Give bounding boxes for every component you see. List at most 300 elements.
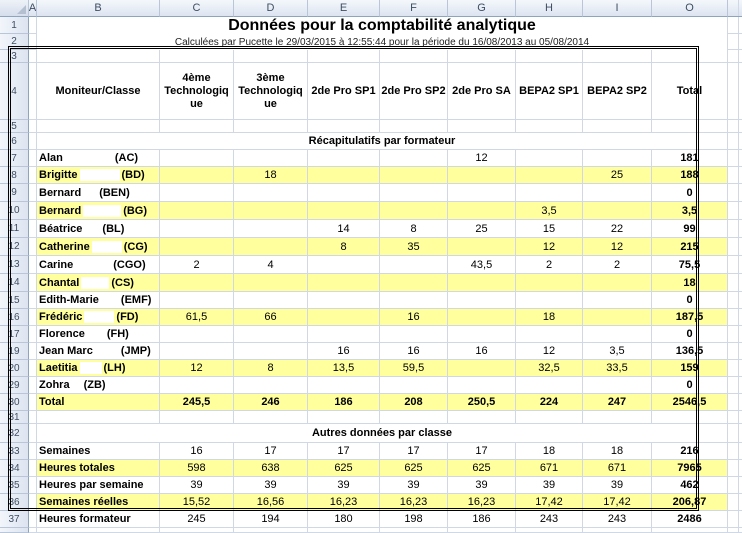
cell-G13[interactable]: 43,5 [448,256,516,274]
cell-C35[interactable]: 39 [160,477,234,494]
row-header-7[interactable]: 7 [0,150,29,167]
cell-I13[interactable]: 2 [583,256,652,274]
col-header-D[interactable]: D [234,0,308,17]
row-header-6[interactable]: 6 [0,133,29,150]
cell-H9[interactable] [516,184,583,202]
col-title-I[interactable]: BEPA2 SP2 [583,63,652,120]
cell-B12[interactable] [37,238,160,256]
cell-H7[interactable] [516,150,583,167]
cell-O16[interactable]: 187,5 [652,309,728,326]
row-header-2[interactable]: 2 [0,34,29,50]
row-header-14[interactable]: 14 [0,274,29,292]
cell-G5[interactable] [448,120,516,133]
cell-D33[interactable]: 17 [234,443,308,460]
cell-A11[interactable] [29,220,37,238]
cell-I9[interactable] [583,184,652,202]
cell-D36[interactable]: 16,56 [234,494,308,511]
row-header-12[interactable]: 12 [0,238,29,256]
formateur-code: (AC) [114,152,139,164]
row-header-20[interactable]: 20 [0,360,29,377]
cell-H33[interactable]: 18 [516,443,583,460]
cell-D3[interactable] [234,50,308,63]
cell-A13[interactable] [29,256,37,274]
cell-H15[interactable] [516,292,583,309]
cell-B13[interactable] [37,256,160,274]
row-header-34[interactable]: 34 [0,460,29,477]
cell-F8[interactable] [380,167,448,184]
cell-A4[interactable] [29,63,37,120]
cell-H12[interactable]: 12 [516,238,583,256]
cell-H31[interactable] [516,411,583,424]
cell-O13[interactable]: 75,5 [652,256,728,274]
cell-G11[interactable]: 25 [448,220,516,238]
cell-I29[interactable] [583,377,652,394]
row-14 [29,274,742,292]
cell-I14[interactable] [583,274,652,292]
cell-C8[interactable] [160,167,234,184]
cell-C16[interactable]: 61,5 [160,309,234,326]
cell-A35[interactable] [29,477,37,494]
cell-F30[interactable]: 208 [380,394,448,411]
cell-D13[interactable]: 4 [234,256,308,274]
col-header-C[interactable]: C [160,0,234,17]
col-title-E[interactable]: 2de Pro SP1 [308,63,380,120]
cell-A7[interactable] [29,150,37,167]
cell-I15[interactable] [583,292,652,309]
cell-O37[interactable]: 2486 [652,511,728,528]
cell-A6[interactable] [29,133,37,150]
col-title-H[interactable]: BEPA2 SP1 [516,63,583,120]
col-header-G[interactable]: G [448,0,516,17]
cell-O35[interactable]: 462 [652,477,728,494]
cell-B7[interactable] [37,150,160,167]
cell-A-partial[interactable] [29,528,37,533]
cell-O30[interactable]: 2546,5 [652,394,728,411]
cell-C31[interactable] [160,411,234,424]
cell-F34[interactable]: 625 [380,460,448,477]
cell-E37[interactable]: 180 [308,511,380,528]
formateur-first-name: Zohra [39,379,70,391]
cell-B35[interactable]: Heures par semaine [37,477,160,494]
cell-I11[interactable]: 22 [583,220,652,238]
cell-overflow [728,17,742,34]
row-header-1[interactable]: 1 [0,17,29,34]
col-header-F[interactable]: F [380,0,448,17]
cell-I16[interactable] [583,309,652,326]
cell-I33[interactable]: 18 [583,443,652,460]
cell-B10[interactable] [37,202,160,220]
row-36 [29,494,742,511]
cell-G10[interactable] [448,202,516,220]
cell-D14[interactable] [234,274,308,292]
cell-A16[interactable] [29,309,37,326]
col-title-D[interactable]: 3ème Technologique [234,63,308,120]
redacted-name [101,294,119,306]
cell-G12[interactable] [448,238,516,256]
col-header-O[interactable]: O [652,0,728,17]
cell-B16[interactable] [37,309,160,326]
cell-A2[interactable] [29,34,37,50]
cell-G37[interactable]: 186 [448,511,516,528]
cell-F20[interactable]: 59,5 [380,360,448,377]
col-title-G[interactable]: 2de Pro SA [448,63,516,120]
cell-A32[interactable] [29,424,37,443]
cell-O31[interactable] [652,411,728,424]
cell-E10[interactable] [308,202,380,220]
cell-C33[interactable]: 16 [160,443,234,460]
cell-A33[interactable] [29,443,37,460]
cell-A29[interactable] [29,377,37,394]
cell-E17[interactable] [308,326,380,343]
row-header-32[interactable]: 32 [0,424,29,443]
cell-B17[interactable] [37,326,160,343]
col-header-B[interactable]: B [37,0,160,17]
cell-E36[interactable]: 16,23 [308,494,380,511]
row-header-3[interactable]: 3 [0,50,29,63]
cell-A8[interactable] [29,167,37,184]
cell-H8[interactable] [516,167,583,184]
cell-F33[interactable]: 17 [380,443,448,460]
merged-cell-row6[interactable]: Récapitulatifs par formateur [37,133,728,150]
cell-C19[interactable] [160,343,234,360]
cell-F9[interactable] [380,184,448,202]
cell-B14[interactable] [37,274,160,292]
cell-H16[interactable]: 18 [516,309,583,326]
cell-I36[interactable]: 17,42 [583,494,652,511]
cell-H10[interactable]: 3,5 [516,202,583,220]
cell-D16[interactable]: 66 [234,309,308,326]
cell-E12[interactable]: 8 [308,238,380,256]
cell-C36[interactable]: 15,52 [160,494,234,511]
cell-C17[interactable] [160,326,234,343]
row-header-13[interactable]: 13 [0,256,29,274]
cell-F29[interactable] [380,377,448,394]
cell-D37[interactable]: 194 [234,511,308,528]
cell-G34[interactable]: 625 [448,460,516,477]
cell-G19[interactable]: 16 [448,343,516,360]
cell-partial [308,528,380,533]
cell-G14[interactable] [448,274,516,292]
cell-H37[interactable]: 243 [516,511,583,528]
cell-D10[interactable] [234,202,308,220]
row-header-31[interactable]: 31 [0,411,29,424]
cell-H35[interactable]: 39 [516,477,583,494]
cell-O10[interactable]: 3,5 [652,202,728,220]
merged-cell-row2[interactable]: Calculées par Pucette le 29/03/2015 à 12:55:44 pour la période du 16/08/2013 au 05/08/2014 [37,34,728,50]
merged-cell-row32[interactable]: Autres données par classe [37,424,728,443]
cell-A10[interactable] [29,202,37,220]
row-header-15[interactable]: 15 [0,292,29,309]
cell-O34[interactable]: 7965 [652,460,728,477]
cell-I3[interactable] [583,50,652,63]
cell-H19[interactable]: 12 [516,343,583,360]
cell-C30[interactable]: 245,5 [160,394,234,411]
cell-B8[interactable] [37,167,160,184]
cell-F11[interactable]: 8 [380,220,448,238]
cell-A30[interactable] [29,394,37,411]
cell-E35[interactable]: 39 [308,477,380,494]
row-header-37[interactable]: 37 [0,511,29,528]
cell-D31[interactable] [234,411,308,424]
cell-D9[interactable] [234,184,308,202]
cell-I34[interactable]: 671 [583,460,652,477]
cell-F15[interactable] [380,292,448,309]
col-header-I[interactable]: I [583,0,652,17]
col-title-total[interactable]: Total [652,63,728,120]
row-header-8[interactable]: 8 [0,167,29,184]
cell-F17[interactable] [380,326,448,343]
cell-E13[interactable] [308,256,380,274]
cell-G9[interactable] [448,184,516,202]
cell-F7[interactable] [380,150,448,167]
cell-O7[interactable]: 181 [652,150,728,167]
cell-D19[interactable] [234,343,308,360]
cell-E31[interactable] [308,411,380,424]
cell-I35[interactable]: 39 [583,477,652,494]
cell-C3[interactable] [160,50,234,63]
cell-B36[interactable]: Semaines réelles [37,494,160,511]
col-header-A[interactable]: A [29,0,37,17]
cell-F37[interactable]: 198 [380,511,448,528]
row-header-5[interactable]: 5 [0,120,29,133]
cell-B30[interactable]: Total [37,394,160,411]
cell-D7[interactable] [234,150,308,167]
cell-I8[interactable]: 25 [583,167,652,184]
cell-F3[interactable] [380,50,448,63]
cell-G3[interactable] [448,50,516,63]
cell-H14[interactable] [516,274,583,292]
cell-A14[interactable] [29,274,37,292]
col-title-moniteur-classe[interactable]: Moniteur/Classe [37,63,160,120]
cell-F12[interactable]: 35 [380,238,448,256]
cell-O19[interactable]: 136,5 [652,343,728,360]
cell-C5[interactable] [160,120,234,133]
redacted-name [83,205,121,217]
cell-O36[interactable]: 206,87 [652,494,728,511]
row-header-17[interactable]: 17 [0,326,29,343]
cell-I19[interactable]: 3,5 [583,343,652,360]
cell-O3[interactable] [652,50,728,63]
cell-G36[interactable]: 16,23 [448,494,516,511]
cell-D12[interactable] [234,238,308,256]
cell-E16[interactable] [308,309,380,326]
cell-C34[interactable]: 598 [160,460,234,477]
cell-F35[interactable]: 39 [380,477,448,494]
cell-G8[interactable] [448,167,516,184]
cell-D17[interactable] [234,326,308,343]
cell-G17[interactable] [448,326,516,343]
cell-D8[interactable]: 18 [234,167,308,184]
cell-H3[interactable] [516,50,583,63]
cell-I37[interactable]: 243 [583,511,652,528]
cell-I17[interactable] [583,326,652,343]
cell-B9[interactable] [37,184,160,202]
cell-F5[interactable] [380,120,448,133]
cell-E3[interactable] [308,50,380,63]
cell-H13[interactable]: 2 [516,256,583,274]
cell-E29[interactable] [308,377,380,394]
cell-D35[interactable]: 39 [234,477,308,494]
cell-O11[interactable]: 99 [652,220,728,238]
cell-F16[interactable]: 16 [380,309,448,326]
cell-O14[interactable]: 18 [652,274,728,292]
cell-I10[interactable] [583,202,652,220]
cell-H36[interactable]: 17,42 [516,494,583,511]
cell-A17[interactable] [29,326,37,343]
cell-C29[interactable] [160,377,234,394]
cell-I20[interactable]: 33,5 [583,360,652,377]
cell-A5[interactable] [29,120,37,133]
cell-D30[interactable]: 246 [234,394,308,411]
cell-D15[interactable] [234,292,308,309]
cell-A12[interactable] [29,238,37,256]
cell-C11[interactable] [160,220,234,238]
cell-B19[interactable] [37,343,160,360]
cell-G16[interactable] [448,309,516,326]
row-header-35[interactable]: 35 [0,477,29,494]
cell-B34[interactable]: Heures totales [37,460,160,477]
cell-A1[interactable] [29,17,37,34]
col-title-C[interactable]: 4ème Technologique [160,63,234,120]
cell-B20[interactable] [37,360,160,377]
cell-E9[interactable] [308,184,380,202]
cell-H29[interactable] [516,377,583,394]
col-title-F[interactable]: 2de Pro SP2 [380,63,448,120]
cell-E8[interactable] [308,167,380,184]
cell-O20[interactable]: 159 [652,360,728,377]
cell-H5[interactable] [516,120,583,133]
cell-C12[interactable] [160,238,234,256]
cell-F31[interactable] [380,411,448,424]
cell-H11[interactable]: 15 [516,220,583,238]
cell-A34[interactable] [29,460,37,477]
cell-D5[interactable] [234,120,308,133]
cell-C14[interactable] [160,274,234,292]
cell-I30[interactable]: 247 [583,394,652,411]
row-header-16[interactable]: 16 [0,309,29,326]
cell-A36[interactable] [29,494,37,511]
cell-B5[interactable] [37,120,160,133]
row-header-11[interactable]: 11 [0,220,29,238]
redacted-name [84,311,114,323]
cell-H30[interactable]: 224 [516,394,583,411]
redacted-name [65,152,113,164]
row-header-29[interactable]: 29 [0,377,29,394]
cell-E33[interactable]: 17 [308,443,380,460]
cell-A37[interactable] [29,511,37,528]
cell-G20[interactable] [448,360,516,377]
merged-cell-row1[interactable]: Données pour la comptabilité analytique [37,17,728,34]
cell-C10[interactable] [160,202,234,220]
cell-F19[interactable]: 16 [380,343,448,360]
cell-G7[interactable]: 12 [448,150,516,167]
cell-B37[interactable]: Heures formateur [37,511,160,528]
row-header-30[interactable]: 30 [0,394,29,411]
cell-G31[interactable] [448,411,516,424]
cell-G33[interactable]: 17 [448,443,516,460]
cell-F13[interactable] [380,256,448,274]
cell-G30[interactable]: 250,5 [448,394,516,411]
cell-I31[interactable] [583,411,652,424]
formateur-code: (BG) [123,204,148,217]
cell-E5[interactable] [308,120,380,133]
cell-O12[interactable]: 215 [652,238,728,256]
cell-A31[interactable] [29,411,37,424]
cell-O15[interactable]: 0 [652,292,728,309]
cell-H34[interactable]: 671 [516,460,583,477]
cell-B11[interactable] [37,220,160,238]
col-header-E[interactable]: E [308,0,380,17]
cell-E20[interactable]: 13,5 [308,360,380,377]
cell-B3[interactable] [37,50,160,63]
cell-O29[interactable]: 0 [652,377,728,394]
cell-B15[interactable] [37,292,160,309]
cell-F14[interactable] [380,274,448,292]
cell-D20[interactable]: 8 [234,360,308,377]
row-3 [29,50,742,63]
cell-C9[interactable] [160,184,234,202]
row-header-19[interactable]: 19 [0,343,29,360]
cell-C13[interactable]: 2 [160,256,234,274]
cell-G29[interactable] [448,377,516,394]
cell-E30[interactable]: 186 [308,394,380,411]
cell-A9[interactable] [29,184,37,202]
cell-E15[interactable] [308,292,380,309]
cell-O17[interactable]: 0 [652,326,728,343]
cell-C7[interactable] [160,150,234,167]
cell-F36[interactable]: 16,23 [380,494,448,511]
row-header-10[interactable]: 10 [0,202,29,220]
cell-O8[interactable]: 188 [652,167,728,184]
col-header-H[interactable]: H [516,0,583,17]
cell-E7[interactable] [308,150,380,167]
cell-O33[interactable]: 216 [652,443,728,460]
cell-I5[interactable] [583,120,652,133]
cell-E34[interactable]: 625 [308,460,380,477]
row-header-9[interactable]: 9 [0,184,29,202]
cell-G15[interactable] [448,292,516,309]
cell-O5[interactable] [652,120,728,133]
cell-D34[interactable]: 638 [234,460,308,477]
row-header-36[interactable]: 36 [0,494,29,511]
cell-C37[interactable]: 245 [160,511,234,528]
row-header-33[interactable]: 33 [0,443,29,460]
cell-A20[interactable] [29,360,37,377]
cell-E14[interactable] [308,274,380,292]
cell-I12[interactable]: 12 [583,238,652,256]
row-header-4[interactable]: 4 [0,63,29,120]
cell-E19[interactable]: 16 [308,343,380,360]
cell-B31[interactable] [37,411,160,424]
cell-C20[interactable]: 12 [160,360,234,377]
cell-B33[interactable]: Semaines [37,443,160,460]
cell-E11[interactable]: 14 [308,220,380,238]
cell-I7[interactable] [583,150,652,167]
cell-O9[interactable]: 0 [652,184,728,202]
cell-H17[interactable] [516,326,583,343]
cell-A19[interactable] [29,343,37,360]
cell-F10[interactable] [380,202,448,220]
cell-G35[interactable]: 39 [448,477,516,494]
cell-A3[interactable] [29,50,37,63]
cell-D29[interactable] [234,377,308,394]
cell-A15[interactable] [29,292,37,309]
cell-H20[interactable]: 32,5 [516,360,583,377]
cell-C15[interactable] [160,292,234,309]
cell-B29[interactable] [37,377,160,394]
select-all-corner[interactable] [0,0,29,17]
cell-D11[interactable] [234,220,308,238]
